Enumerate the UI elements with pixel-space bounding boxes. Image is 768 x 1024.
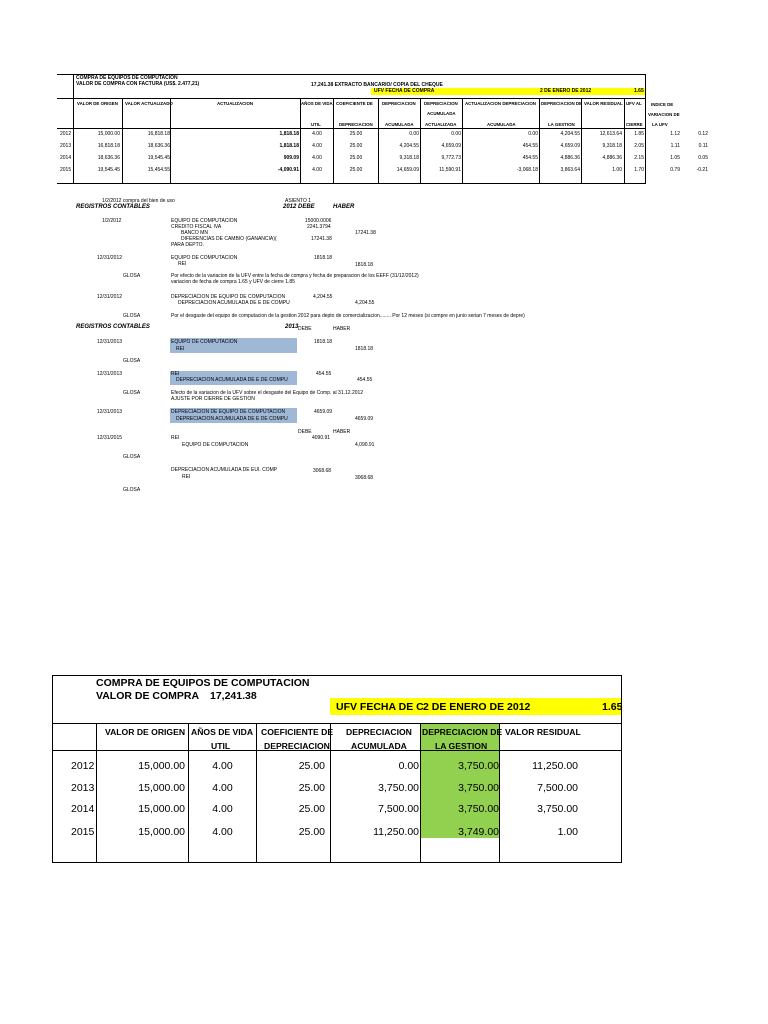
hdr-indice-2: VARIACION DE: [648, 112, 680, 117]
entry-date: 12/31/2012: [97, 294, 123, 300]
cell-dacum: 9,318.18: [399, 155, 419, 161]
hdr-acum: ACUMULADA: [351, 741, 407, 751]
account-name: EQUIPO DE COMPUTACION: [171, 339, 238, 345]
debe-amount: 15000.0006: [305, 218, 332, 224]
cell-dacum: 7,500.00: [378, 803, 419, 815]
cell-dges: 4,659.09: [560, 143, 580, 149]
cell-vres: 1.00: [612, 167, 622, 173]
cell-vres: 12,613.64: [599, 131, 622, 137]
glosa-text: Por el desgaste del equipo de computacion de la gestion 2012 para depto de comercializacion........ Por 12 meses (si compre en junio serian 7 meses de depre): [171, 313, 525, 319]
cell-coef: 25.00: [298, 826, 325, 838]
debe-amount: 17241.38: [311, 236, 332, 242]
cell-vres: 1.00: [557, 826, 578, 838]
glosa-label: GLOSA: [123, 454, 141, 460]
cell-idx: 1.12: [670, 131, 680, 137]
account-name: REI: [176, 346, 185, 352]
debe-label: DEBE: [298, 204, 315, 210]
cell-var: -0.21: [696, 167, 708, 173]
cell-dacum: 3,750.00: [378, 782, 419, 794]
cell-vo: 15,000.00: [138, 782, 185, 794]
cell-vida: 4.00: [312, 131, 322, 137]
haber-amount: 4,090.91: [355, 442, 375, 448]
cell-idx: 1.05: [670, 155, 680, 161]
account-name: DEPRECIACION DE EQUIPO DE COMPUTACION: [171, 409, 286, 415]
hdr-dep-acum-3: ACTUALIZADA: [425, 122, 457, 127]
cell-act: 1,818.18: [279, 143, 299, 149]
top-title-2: VALOR DE COMPRA CON FACTURA (US$. 2.477,21): [76, 81, 200, 87]
top-ufv-date: 2 DE ENERO DE 2012: [540, 88, 592, 94]
hdr-valor-origen: VALOR DE ORIGEN: [105, 727, 186, 737]
cell-actdep: 0.00: [528, 131, 538, 137]
cell-year: 2013: [71, 782, 95, 794]
cell-coef: 25.00: [298, 782, 325, 794]
top-title-1: COMPRA DE EQUIPOS DE COMPUTACION: [76, 75, 178, 81]
cell-vo: 15,000.00: [97, 131, 120, 137]
cell-dacum: 14,659.09: [396, 167, 419, 173]
cell-dacum: 4,204.55: [399, 143, 419, 149]
cell-dges: 3,749.00: [458, 826, 499, 838]
cell-idx: 1.11: [670, 143, 680, 149]
cell-ufv: 1.70: [634, 167, 644, 173]
header-bottom-border: [57, 128, 645, 129]
glosa-label: GLOSA: [123, 313, 141, 319]
year-2012: 2012: [283, 204, 297, 210]
hdr-deprec: DEPRECIACION: [382, 101, 416, 106]
cell-year: 2015: [71, 826, 95, 838]
glosa-text: variacion de fecha de compra 1.65 y UFV de cierre 1.85: [171, 279, 295, 285]
cell-ufv: 2.15: [634, 155, 644, 161]
cell-year: 2014: [71, 803, 95, 815]
hdr-acum: ACUMULADA: [385, 122, 414, 127]
cell-act: 1,818.18: [279, 131, 299, 137]
account-name: EQUIPO DE COMPUTACION: [171, 218, 238, 224]
top-ufv-label: UFV FECHA DE COMPRA: [374, 88, 435, 94]
glosa-label: GLOSA: [123, 273, 141, 279]
debe-amount: 4090.91: [312, 435, 331, 441]
cell-vres: 7,500.00: [537, 782, 578, 794]
asiento-label: ASIENTO 1: [285, 198, 312, 204]
account-name: DEPRECIACION ACUMULADA DE E DE COMPU: [176, 416, 288, 422]
top-extracto: 17,241.38 EXTRACTO BANCARIO/ COPIA DEL CHEQUE: [311, 82, 443, 88]
header-top-border: [57, 98, 645, 99]
cell-coef: 25.00: [349, 155, 363, 161]
glosa-label: GLOSA: [123, 487, 141, 493]
cell-dacum: 0.00: [398, 760, 419, 772]
bottom-border: [52, 862, 622, 863]
header-bottom-border: [52, 750, 622, 751]
debe-label: DEBE: [298, 326, 312, 332]
hdr-coef-2: DEPRECIACION: [264, 741, 330, 751]
glosa-label: GLOSA: [123, 358, 141, 364]
cell-vres: 11,250.00: [532, 760, 578, 772]
glosa-text: AJUSTE POR CIERRE DE GESTION: [171, 396, 255, 402]
hdr-dep-de: DEPRECIACION DE: [541, 101, 582, 106]
hdr-valor-residual: VALOR RESIDUAL: [505, 727, 581, 737]
cell-vo: 15,000.00: [138, 803, 185, 815]
registros-title: REGISTROS CONTABLES: [76, 204, 150, 210]
bottom-ufv-date: 2 DE ENERO DE 2012: [423, 701, 531, 713]
compra-note: 1/2/2012 compra del bien de uso: [102, 198, 175, 204]
cell-dges: 3,750.00: [458, 782, 499, 794]
left-border: [52, 675, 53, 863]
hdr-valor-actualizado: VALOR ACTUALIZADO: [125, 101, 173, 106]
account-name: PARA DEPTO.: [171, 242, 204, 248]
hdr-dep-gestion: DEPRECIACION DE: [422, 727, 503, 737]
account-name: CREDITO FISCAL IVA: [171, 224, 222, 230]
cell-coef: 25.00: [298, 803, 325, 815]
cell-year: 2012: [71, 760, 95, 772]
hdr-valor-origen: VALOR DE ORIGEN: [77, 101, 118, 106]
top-border: [52, 675, 622, 676]
cell-dact: 11,590.91: [439, 167, 461, 173]
hdr-deprec: DEPRECIACION: [346, 727, 412, 737]
cell-ufv: 2.05: [634, 143, 644, 149]
cell-vida: 4.00: [312, 155, 322, 161]
cell-dges: 4,886.36: [560, 155, 580, 161]
cell-vo: 19,545.45: [97, 167, 120, 173]
hdr-dep-acum-2: ACUMULADA: [427, 111, 456, 116]
cell-act: -4,090.91: [277, 167, 299, 173]
haber-label: HABER: [333, 204, 355, 210]
debe-amount: 454.55: [316, 371, 332, 377]
glosa-label: GLOSA: [123, 390, 141, 396]
hdr-coef: COEFICIENTE DE: [336, 101, 373, 106]
cell-vres: 3,750.00: [537, 803, 578, 815]
cell-va: 19,545.45: [147, 155, 170, 161]
cell-dges: 3,863.64: [560, 167, 580, 173]
hdr-coef: COEFICIENTE DE: [261, 727, 334, 737]
account-name: DEPRECIACION ACUMULADA DE E DE COMPU: [178, 300, 290, 306]
bottom-title-2: VALOR DE COMPRA: [96, 690, 200, 702]
hdr-indice-3: LA UFV: [652, 122, 668, 127]
account-name: REI: [182, 474, 191, 480]
hdr-indice-1: INDICE DE: [651, 102, 674, 107]
hdr-dep-de-2: LA GESTION: [548, 122, 575, 127]
cell-vida: 4.00: [212, 826, 233, 838]
debe-amount: 1818.18: [314, 255, 333, 261]
cell-var: 0.12: [698, 131, 708, 137]
hdr-dep-gestion-2: LA GESTION: [435, 741, 488, 751]
cell-var: 0.11: [698, 143, 708, 149]
cell-dges: 3,750.00: [458, 803, 499, 815]
hdr-actualizacion: ACTUALIZACION: [217, 101, 254, 106]
cell-var: 0.05: [698, 155, 708, 161]
cell-dacum: 11,250.00: [373, 826, 419, 838]
bottom-title-1: COMPRA DE EQUIPOS DE COMPUTACION: [96, 677, 310, 689]
haber-label: HABER: [333, 429, 351, 435]
cell-va: 15,454.55: [147, 167, 170, 173]
cell-act: 909.09: [283, 155, 299, 161]
hdr-coef-2: DEPRECIACION: [339, 122, 373, 127]
cell-ufv: 1.85: [634, 131, 644, 137]
entry-date: 12/31/2013: [97, 409, 123, 415]
year-2013: 2013: [285, 324, 299, 330]
cell-vida: 4.00: [312, 143, 322, 149]
cell-dges: 3,750.00: [458, 760, 499, 772]
haber-amount: 454.55: [357, 377, 373, 383]
cell-coef: 25.00: [349, 167, 363, 173]
glosa-text: Por efecto de la variacion de la UFV entre la fecha de compra y fecha de preparacion de los EEFF (31/12/2012): [171, 273, 419, 279]
entry-date: 12/31/2013: [97, 371, 123, 377]
hdr-anos-vida: AÑOS DE VIDA: [191, 727, 254, 737]
account-name: REI: [171, 371, 180, 377]
debe-amount: 3068.68: [313, 468, 332, 474]
cell-dact: 9,772.73: [441, 155, 461, 161]
cell-dact: 0.00: [451, 131, 461, 137]
cell-dges: 4,204.55: [560, 131, 580, 137]
account-name: REI: [178, 261, 187, 267]
haber-amount: 17241.38: [355, 230, 376, 236]
cell-year: 2012: [60, 131, 72, 137]
haber-amount: 4,204.55: [355, 300, 375, 306]
cell-actdep: 454.55: [522, 143, 538, 149]
cell-vida: 4.00: [312, 167, 322, 173]
registros-title-2013: REGISTROS CONTABLES: [76, 324, 150, 330]
top-ufv-value: 1.65: [634, 88, 644, 94]
debe-amount: 2241.3794: [307, 224, 331, 230]
cell-va: 16,818.18: [147, 131, 170, 137]
debe-amount: 1818.18: [314, 339, 333, 345]
cell-vres: 4,886.36: [602, 155, 622, 161]
cell-vo: 16,818.18: [97, 143, 120, 149]
haber-amount: 1818.18: [355, 262, 374, 268]
cell-vo: 15,000.00: [138, 826, 185, 838]
cell-coef: 25.00: [349, 143, 363, 149]
hdr-util: UTIL: [211, 741, 231, 751]
cell-year: 2013: [60, 143, 72, 149]
cell-dact: 4,659.09: [441, 143, 461, 149]
cell-coef: 25.00: [349, 131, 363, 137]
account-name: REI: [171, 435, 180, 441]
cell-vo: 18,636.36: [97, 155, 120, 161]
cell-idx: 0.79: [670, 167, 680, 173]
cell-year: 2015: [60, 167, 72, 173]
haber-label: HABER: [333, 326, 351, 332]
cell-vres: 9,318.18: [602, 143, 622, 149]
bottom-amount: 17,241.38: [210, 690, 257, 702]
cell-vida: 4.00: [212, 782, 233, 794]
account-name: DIFERENCIAS DE CAMBIO (GANANCIA)(: [181, 236, 277, 242]
cell-year: 2014: [60, 155, 72, 161]
entry-date: 12/31/2013: [97, 339, 123, 345]
cell-vida: 4.00: [212, 760, 233, 772]
account-name: EQUIPO DE COMPUTACION: [182, 442, 249, 448]
account-name: DEPRECIACION DE EQUIPO DE COMPUTACION: [171, 294, 286, 300]
haber-amount: 4659.09: [355, 416, 374, 422]
hdr-ufv-al: UFV AL: [626, 101, 642, 106]
debe-amount: 4,204.55: [313, 294, 333, 300]
cell-dacum: 0.00: [409, 131, 419, 137]
account-name: BANCO MN: [181, 230, 208, 236]
debe-label: DEBE: [298, 429, 312, 435]
account-name: DEPRECIACION ACUMULADA DE EUI. COMP: [171, 467, 278, 473]
entry-date: 12/31/2012: [97, 255, 123, 261]
bottom-border: [57, 183, 645, 184]
hdr-dep-acum: DEPRECIACION: [424, 101, 458, 106]
hdr-util: UTIL: [311, 122, 321, 127]
account-name: DEPRECIACION ACUMULADA DE E DE COMPU: [176, 377, 288, 383]
haber-amount: 3068.68: [355, 475, 374, 481]
bottom-ufv-label: UFV FECHA DE C: [336, 701, 424, 713]
hdr-valor-residual: VALOR RESIDUAL: [584, 101, 623, 106]
cell-coef: 25.00: [298, 760, 325, 772]
entry-date: 12/31/2015: [97, 435, 123, 441]
account-name: EQUIPO DE COMPUTACION: [171, 255, 238, 261]
hdr-anos-vida: AÑOS DE VIDA: [301, 101, 333, 106]
cell-vo: 15,000.00: [138, 760, 185, 772]
hdr-act-dep: ACTUALIZACION DEPRECIACION: [465, 101, 536, 106]
cell-vida: 4.00: [212, 803, 233, 815]
debe-amount: 4659.09: [314, 409, 333, 415]
cell-va: 18,636.36: [147, 143, 170, 149]
cell-actdep: 454.55: [522, 155, 538, 161]
header-top-border: [52, 723, 622, 724]
entry-date: 1/2/2012: [102, 218, 122, 224]
bottom-ufv-value: 1.65: [602, 701, 623, 713]
cell-actdep: -3,068.18: [516, 167, 538, 173]
hdr-act-dep-2: ACUMULADA: [487, 122, 516, 127]
glosa-text: Efecto de la variacion de la UFV sobre el desgaste del Equipo de Comp. al 31.12.2012: [171, 390, 364, 396]
haber-amount: 1818.18: [355, 346, 374, 352]
hdr-cierre: CIERRE: [626, 122, 643, 127]
